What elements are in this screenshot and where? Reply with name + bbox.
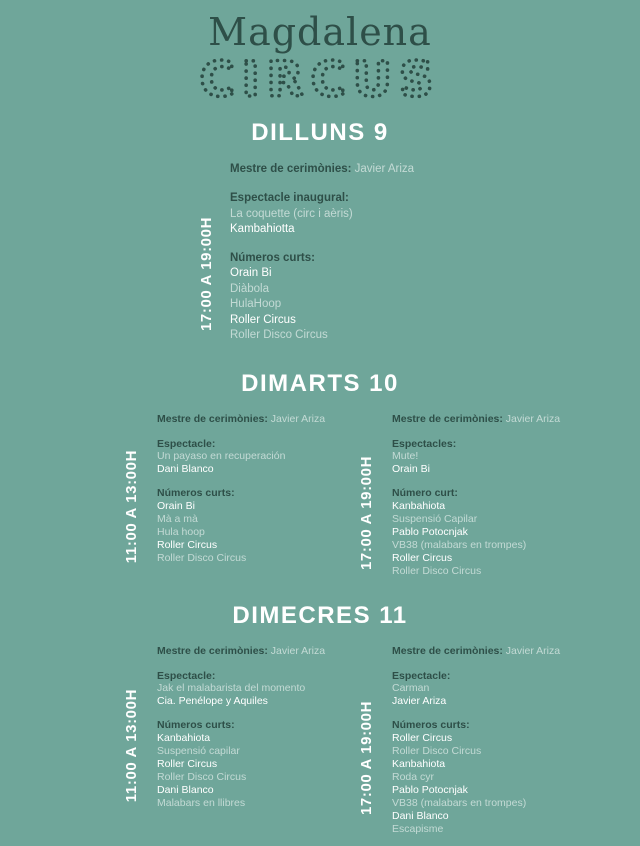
time-rail — [182, 191, 230, 357]
day-heading: DIMECRES 11 — [232, 601, 408, 629]
lineup-item: VB38 (malabars en trompes) — [392, 796, 527, 809]
lineup-item: HulaHoop — [230, 298, 282, 310]
lineup-item: Roda cyr — [392, 770, 435, 783]
column-body — [340, 438, 575, 589]
day-columns — [0, 162, 640, 357]
column-body — [105, 438, 340, 576]
lineup-item: Roller Disco Circus — [157, 770, 247, 783]
time-range-label: 17:00 A 19:00H — [357, 456, 375, 571]
lineup-item: Roller Circus — [392, 732, 453, 745]
mc-name: Javier Ariza — [351, 163, 415, 175]
lineup-item: Orain Bi — [392, 463, 430, 476]
poster-subtitle-dotted — [170, 54, 470, 106]
lineup-blocks — [230, 191, 482, 357]
lineup-item: Orain Bi — [157, 500, 195, 513]
lineup-item: Kanbahiota — [392, 500, 446, 513]
block-label: Números curts: — [157, 487, 235, 500]
lineup-item: Mà a mà — [157, 513, 198, 526]
lineup-item: Dani Blanco — [157, 783, 214, 796]
day-columns — [0, 413, 640, 589]
block-label: Número curt: — [392, 487, 458, 500]
lineup-item: Roller Disco Circus — [230, 329, 328, 341]
block-label: Números curts: — [392, 719, 470, 732]
lineup-item: Roller Disco Circus — [157, 551, 247, 564]
lineup-item: Mute! — [392, 450, 419, 463]
poster-subtitle-text: CIRCUS — [199, 54, 441, 106]
lineup-item: Roller Circus — [392, 551, 453, 564]
time-rail — [105, 438, 157, 576]
lineup-blocks — [157, 670, 340, 821]
mc-label: Mestre de cerimònies: — [157, 412, 268, 425]
mc-name: Javier Ariza — [502, 644, 561, 657]
lineup-item: Kanbahiota — [157, 732, 211, 745]
mc-row — [157, 413, 340, 426]
lineup-item: Diàbola — [230, 282, 269, 295]
lineup-item: Cia. Penélope y Aquiles — [157, 695, 268, 708]
time-range-label: 17:00 A 19:00H — [357, 700, 375, 815]
mc-row — [230, 162, 482, 177]
lineup-item: Un payaso en recuperación — [157, 450, 286, 463]
column-body — [182, 191, 482, 357]
time-range-label: 17:00 A 19:00H — [197, 216, 215, 331]
lineup-block — [392, 670, 575, 709]
time-rail — [340, 438, 392, 589]
lineup-block — [157, 438, 340, 477]
block-label: Espectacle inaugural: — [230, 192, 349, 204]
mc-label: Mestre de cerimònies: — [392, 412, 503, 425]
lineup-item: Roller Disco Circus — [392, 745, 482, 758]
day-section — [0, 370, 640, 589]
day-section — [0, 119, 640, 357]
lineup-blocks — [157, 438, 340, 576]
lineup-item: VB38 (malabars en trompes) — [392, 538, 527, 551]
block-label: Espectacle: — [157, 669, 216, 682]
lineup-blocks — [392, 670, 575, 846]
time-rail — [340, 670, 392, 846]
lineup-item: Orain Bi — [230, 267, 272, 279]
schedule-column — [340, 413, 575, 589]
lineup-block — [392, 487, 575, 577]
schedule-column — [105, 413, 340, 589]
lineup-block — [230, 251, 482, 344]
day-heading: DILLUNS 9 — [251, 119, 389, 146]
day-heading: DIMARTS 10 — [241, 369, 399, 397]
lineup-blocks — [392, 438, 575, 589]
time-rail — [105, 670, 157, 821]
schedule-column — [105, 645, 340, 846]
days-root — [0, 119, 640, 846]
block-label: Espectacle: — [157, 437, 216, 450]
lineup-item: Carman — [392, 682, 430, 695]
block-label: Espectacle: — [392, 669, 451, 682]
lineup-item: Suspensió capilar — [157, 745, 240, 758]
lineup-block — [392, 719, 575, 835]
mc-name: Javier Ariza — [267, 644, 326, 657]
mc-row — [392, 413, 575, 426]
lineup-item: Suspensió Capilar — [392, 513, 478, 526]
column-body — [105, 670, 340, 821]
lineup-item: Dani Blanco — [392, 809, 449, 822]
column-body — [340, 670, 575, 846]
lineup-item: Jak el malabarista del momento — [157, 682, 306, 695]
mc-label: Mestre de cerimònies: — [392, 644, 503, 657]
lineup-item: Roller Circus — [157, 538, 218, 551]
mc-label: Mestre de cerimònies: — [230, 163, 352, 175]
time-range-label: 11:00 A 13:00H — [122, 449, 140, 564]
lineup-item: Roller Disco Circus — [392, 564, 482, 577]
schedule-column — [182, 162, 482, 357]
poster-title: Magdalena — [208, 10, 432, 54]
lineup-block — [157, 670, 340, 709]
lineup-item: Dani Blanco — [157, 463, 214, 476]
lineup-item: Roller Circus — [230, 313, 296, 326]
time-range-label: 11:00 A 13:00H — [122, 688, 140, 802]
lineup-block — [157, 719, 340, 809]
schedule-column — [340, 645, 575, 846]
lineup-block — [157, 487, 340, 564]
lineup-item: La coquette (circ i aèris) — [230, 207, 353, 220]
block-label: Espectacles: — [392, 437, 457, 450]
lineup-item: Hula hoop — [157, 525, 205, 538]
lineup-item: Kanbahiota — [392, 758, 446, 770]
lineup-block — [230, 191, 482, 238]
mc-label: Mestre de cerimònies: — [157, 644, 268, 657]
mc-name: Javier Ariza — [267, 412, 326, 425]
block-label: Números curts: — [157, 719, 235, 732]
lineup-item: Malabars en llibres — [157, 796, 246, 809]
mc-row — [157, 645, 340, 658]
lineup-item: Javier Ariza — [392, 695, 447, 708]
lineup-block — [392, 438, 575, 477]
block-label: Números curts: — [230, 251, 315, 264]
lineup-item: Pablo Potocnjak — [392, 525, 468, 538]
lineup-item: Kambahiotta — [230, 223, 295, 235]
lineup-item: Escapisme — [392, 822, 444, 835]
mc-row — [392, 645, 575, 658]
day-columns — [0, 645, 640, 846]
lineup-item: Pablo Potocnjak — [392, 783, 468, 796]
day-section — [0, 602, 640, 846]
lineup-item: Roller Circus — [157, 758, 218, 770]
mc-name: Javier Ariza — [502, 412, 561, 425]
